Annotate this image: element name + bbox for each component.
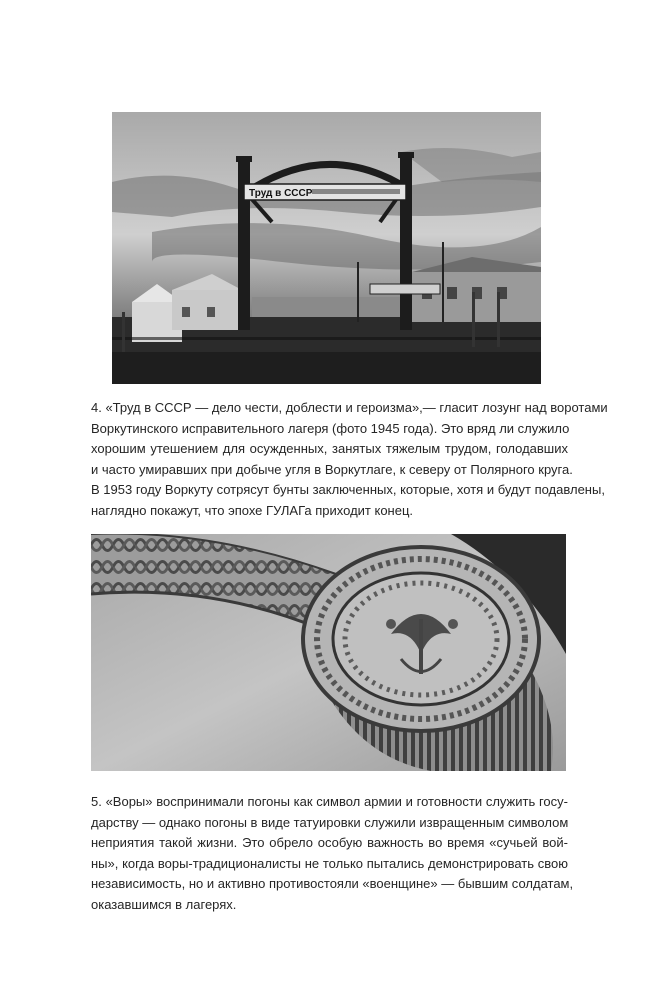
caption-figure-4 [91, 398, 608, 522]
vorkuta-gate-image [112, 112, 541, 384]
caption-line: и часто умиравших при добыче угля в Воркутлаге, к северу от Полярного круга. [91, 461, 573, 477]
photo-vorkuta-gate [112, 112, 541, 384]
caption-line: 4. «Труд в СССР — дело чести, доблести и героизма»,— гласит лозунг над воротами [91, 400, 608, 415]
caption-line: независимость, но и активно противостояли «военщине» — бывшим солдатам, [91, 876, 574, 892]
caption-line: наглядно покажут, что эпохе ГУЛАГа приходит конец. [91, 502, 414, 518]
caption-line: Воркутинского исправительного лагеря (фото 1945 года). Это вряд ли служило [91, 420, 570, 436]
caption-line: оказавшимся в лагерях. [91, 896, 237, 912]
caption-figure-5 [91, 792, 574, 916]
gate-banner-text: Труд в СССР [249, 188, 313, 199]
epaulette-tattoo-image [91, 534, 566, 771]
caption-line: В 1953 году Воркуту сотрясут бунты заключенных, которые, хотя и будут подавлены, [91, 482, 605, 498]
photo-epaulette-tattoo [91, 534, 566, 771]
caption-line: ны», когда воры-традиционалисты не только пытались демонстрировать свою [91, 855, 568, 871]
caption-line: дарству — однако погоны в виде татуировки служили извращенным символом [91, 814, 569, 830]
caption-line: 5. «Воры» воспринимали погоны как символ армии и готовности служить госу- [91, 794, 568, 809]
caption-line: неприятия такой жизни. Это обрело особую важность во время «сучьей вой- [91, 835, 568, 851]
caption-line: хорошим утешением для осужденных, занятых тяжелым трудом, голодавших [91, 441, 568, 457]
